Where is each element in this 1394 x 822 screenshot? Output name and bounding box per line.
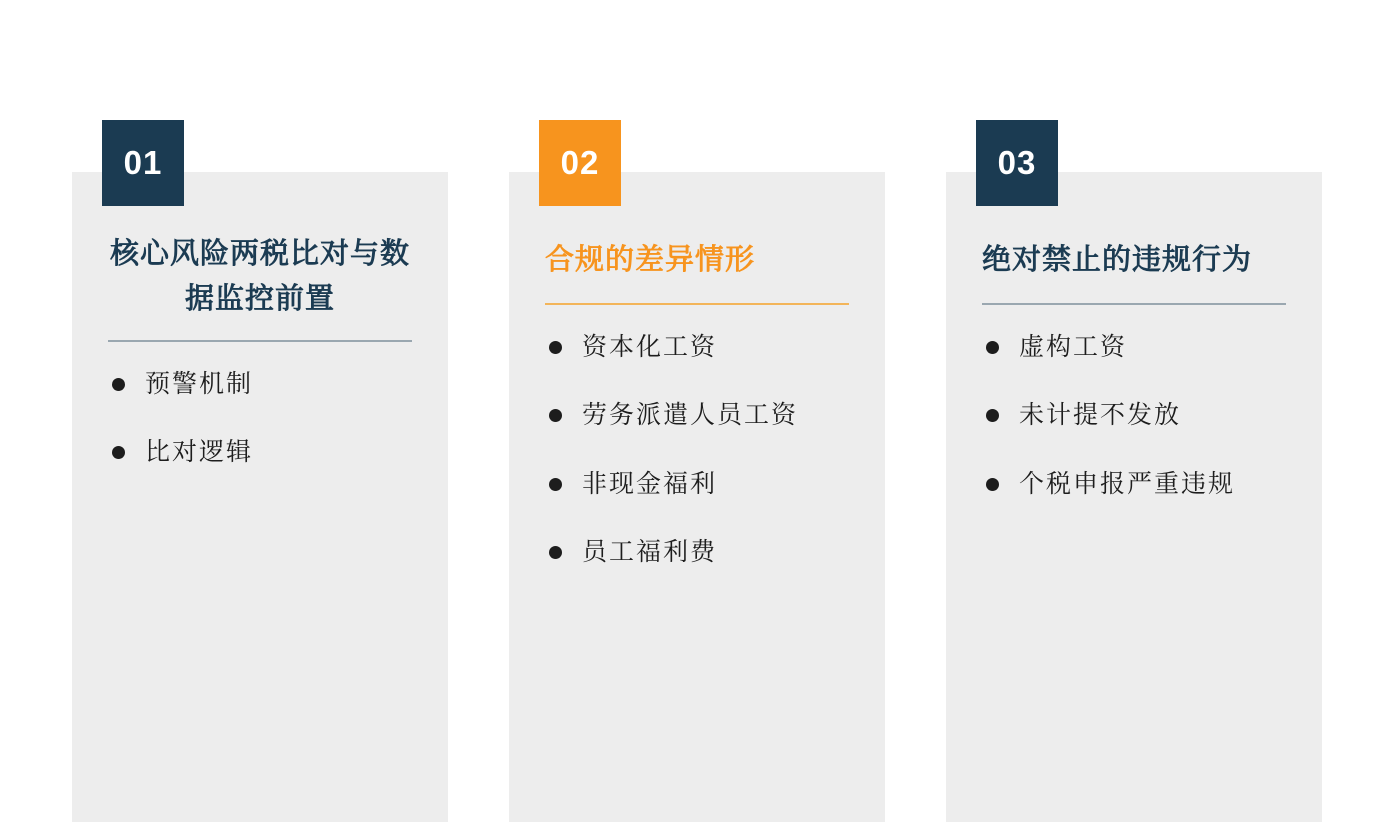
card-03-bullet-1: 虚构工资 <box>1019 331 1128 361</box>
bullet-dot-icon <box>549 341 562 354</box>
card-03-bullet-3: 个税申报严重违规 <box>1019 468 1236 498</box>
card-01-bullet-1: 预警机制 <box>145 368 254 398</box>
bullet-dot-icon <box>112 378 125 391</box>
list-item <box>549 399 849 432</box>
list-item <box>986 331 1286 364</box>
card-02-bullet-4: 员工福利费 <box>582 537 718 567</box>
card-03 <box>946 120 1322 822</box>
card-01-divider <box>108 340 412 342</box>
bullet-dot-icon <box>986 341 999 354</box>
bullet-dot-icon <box>549 478 562 491</box>
card-02-title: 合规的差异情形 <box>545 244 756 276</box>
card-01-title: 核心风险两税比对与数据监控前置 <box>109 238 410 315</box>
list-item <box>112 368 412 401</box>
card-02-body <box>509 172 885 822</box>
card-01-number: 01 <box>123 144 163 181</box>
list-item <box>549 536 849 569</box>
bullet-dot-icon <box>986 478 999 491</box>
card-02-divider <box>545 303 849 305</box>
list-item <box>986 399 1286 432</box>
list-item <box>549 331 849 364</box>
list-item <box>549 468 849 501</box>
card-02-number: 02 <box>560 144 600 181</box>
bullet-dot-icon <box>549 409 562 422</box>
card-03-divider <box>982 303 1286 305</box>
bullet-dot-icon <box>549 546 562 559</box>
bullet-dot-icon <box>112 446 125 459</box>
card-03-body <box>946 172 1322 822</box>
card-02 <box>509 120 885 822</box>
card-03-bullet-2: 未计提不发放 <box>1019 400 1182 430</box>
list-item <box>112 436 412 469</box>
card-02-bullet-1: 资本化工资 <box>582 331 718 361</box>
card-03-bullet-list <box>982 331 1286 501</box>
list-item <box>986 468 1286 501</box>
card-01-bullet-2: 比对逻辑 <box>145 437 254 467</box>
card-03-number: 03 <box>997 144 1037 181</box>
card-02-bullet-list <box>545 331 849 569</box>
card-01 <box>72 120 448 822</box>
card-01-number-badge <box>102 120 184 206</box>
card-group <box>72 120 1322 822</box>
card-02-bullet-3: 非现金福利 <box>582 468 718 498</box>
card-02-number-badge <box>539 120 621 206</box>
card-03-number-badge <box>976 120 1058 206</box>
card-02-bullet-2: 劳务派遣人员工资 <box>582 400 799 430</box>
card-01-body <box>72 172 448 822</box>
bullet-dot-icon <box>986 409 999 422</box>
card-03-title: 绝对禁止的违规行为 <box>982 244 1253 276</box>
card-01-bullet-list <box>108 368 412 469</box>
